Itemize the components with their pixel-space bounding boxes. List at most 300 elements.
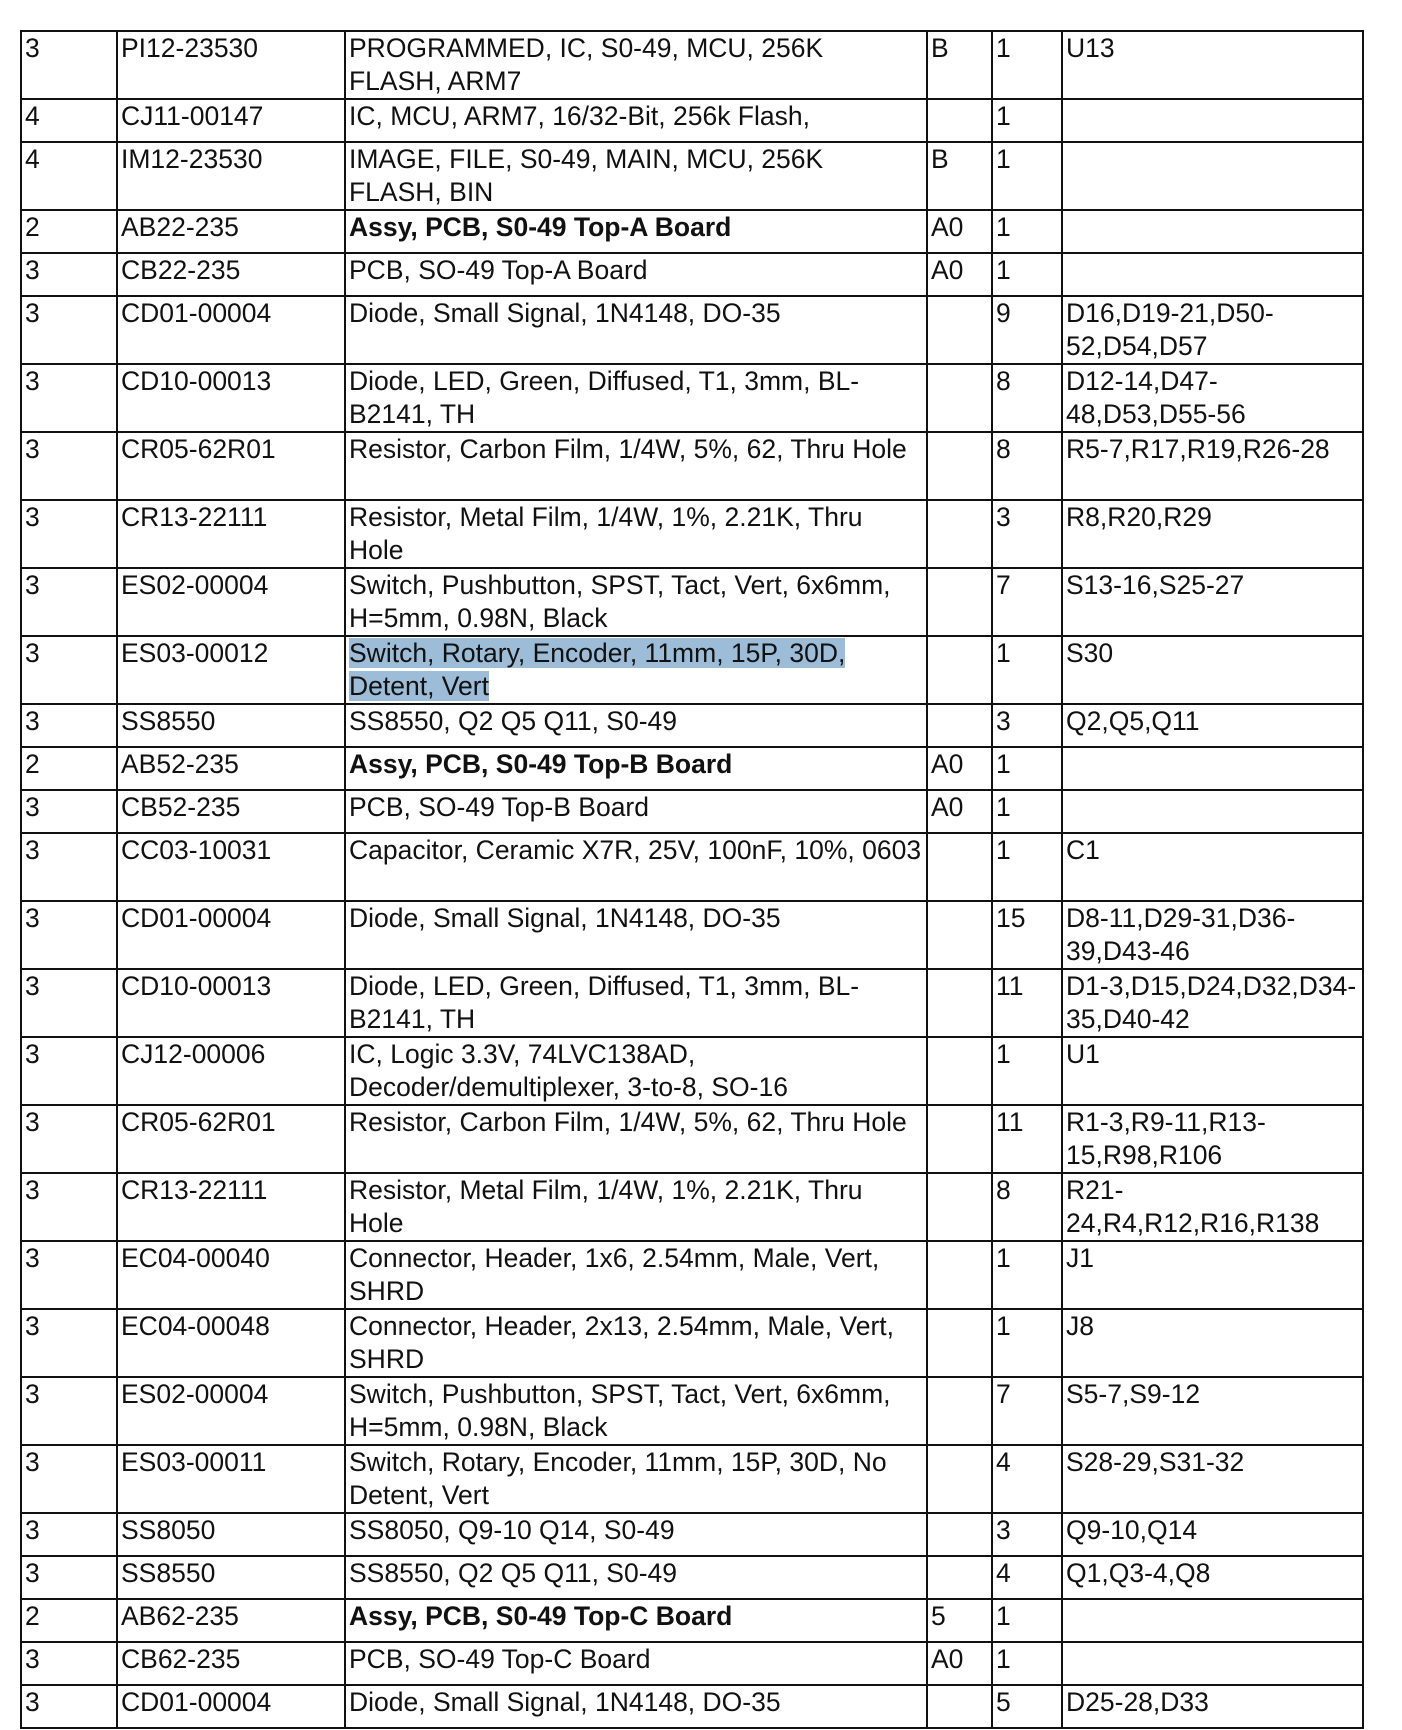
quantity-cell	[992, 833, 1062, 901]
reference-designator-cell	[1062, 1241, 1363, 1309]
level-cell	[21, 1513, 117, 1556]
revision-cell	[927, 1377, 992, 1445]
level-cell	[21, 1105, 117, 1173]
revision-cell	[927, 1685, 992, 1728]
description-cell	[345, 31, 927, 99]
part-number-text: SS8550	[121, 1558, 216, 1588]
part-number-text: CR13-22111	[121, 502, 268, 532]
part-number-text: CD01-00004	[121, 903, 272, 933]
description-cell	[345, 790, 927, 833]
revision-cell	[927, 747, 992, 790]
quantity-text: 1	[996, 1601, 1011, 1631]
quantity-text: 1	[996, 212, 1011, 242]
part-number-text: SS8550	[121, 706, 216, 736]
level-text: 3	[25, 33, 40, 63]
level-text: 3	[25, 638, 40, 668]
quantity-cell	[992, 1513, 1062, 1556]
revision-cell	[927, 253, 992, 296]
reference-designator-text: U1	[1066, 1039, 1100, 1069]
part-number-cell	[117, 1599, 345, 1642]
revision-cell	[927, 901, 992, 969]
quantity-text: 1	[996, 1039, 1011, 1069]
part-number-cell	[117, 210, 345, 253]
description-text: Resistor, Metal Film, 1/4W, 1%, 2.21K, Thru Hole	[349, 1175, 863, 1238]
description-text: PROGRAMMED, IC, S0-49, MCU, 256K FLASH, ARM7	[349, 33, 824, 96]
table-row	[21, 142, 1363, 210]
part-number-cell	[117, 142, 345, 210]
reference-designator-text: Q2,Q5,Q11	[1066, 706, 1200, 736]
level-text: 3	[25, 570, 40, 600]
level-cell	[21, 1556, 117, 1599]
level-text: 3	[25, 1447, 40, 1477]
part-number-text: CB62-235	[121, 1644, 241, 1674]
description-cell	[345, 1037, 927, 1105]
description-text: SS8050, Q9-10 Q14, S0-49	[349, 1515, 675, 1545]
level-cell	[21, 142, 117, 210]
reference-designator-cell	[1062, 210, 1363, 253]
table-row	[21, 1599, 1363, 1642]
level-text: 3	[25, 1379, 40, 1409]
quantity-cell	[992, 1173, 1062, 1241]
table-row	[21, 790, 1363, 833]
description-cell	[345, 969, 927, 1037]
quantity-text: 8	[996, 366, 1011, 396]
table-row	[21, 1377, 1363, 1445]
part-number-cell	[117, 901, 345, 969]
part-number-text: CR05-62R01	[121, 1107, 276, 1137]
quantity-text: 15	[996, 903, 1026, 933]
part-number-text: CD10-00013	[121, 971, 272, 1001]
description-text: Switch, Rotary, Encoder, 11mm, 15P, 30D, No Detent, Vert	[349, 1447, 887, 1510]
level-cell	[21, 31, 117, 99]
description-cell	[345, 901, 927, 969]
reference-designator-cell	[1062, 1556, 1363, 1599]
description-cell	[345, 747, 927, 790]
part-number-cell	[117, 1173, 345, 1241]
table-row	[21, 636, 1363, 704]
revision-cell	[927, 833, 992, 901]
quantity-text: 3	[996, 1515, 1011, 1545]
revision-cell	[927, 210, 992, 253]
level-text: 3	[25, 1644, 40, 1674]
description-text: PCB, SO-49 Top-C Board	[349, 1644, 651, 1674]
level-text: 3	[25, 502, 40, 532]
revision-text: 5	[931, 1601, 946, 1631]
reference-designator-cell	[1062, 1685, 1363, 1728]
part-number-cell	[117, 636, 345, 704]
revision-cell	[927, 432, 992, 500]
quantity-text: 1	[996, 255, 1011, 285]
part-number-text: CC03-10031	[121, 835, 272, 865]
level-text: 3	[25, 1175, 40, 1205]
revision-cell	[927, 969, 992, 1037]
revision-cell	[927, 1642, 992, 1685]
revision-cell	[927, 790, 992, 833]
quantity-text: 8	[996, 434, 1011, 464]
revision-cell	[927, 296, 992, 364]
quantity-text: 1	[996, 33, 1011, 63]
level-text: 3	[25, 792, 40, 822]
level-cell	[21, 747, 117, 790]
quantity-cell	[992, 1599, 1062, 1642]
level-cell	[21, 296, 117, 364]
level-cell	[21, 636, 117, 704]
reference-designator-text: C1	[1066, 835, 1100, 865]
reference-designator-cell	[1062, 704, 1363, 747]
quantity-text: 7	[996, 1379, 1011, 1409]
part-number-cell	[117, 1037, 345, 1105]
part-number-cell	[117, 296, 345, 364]
description-cell	[345, 1377, 927, 1445]
quantity-cell	[992, 969, 1062, 1037]
level-cell	[21, 99, 117, 142]
table-row	[21, 253, 1363, 296]
description-cell	[345, 99, 927, 142]
level-text: 3	[25, 1558, 40, 1588]
description-cell	[345, 142, 927, 210]
reference-designator-text: S30	[1066, 638, 1114, 668]
quantity-cell	[992, 296, 1062, 364]
part-number-cell	[117, 99, 345, 142]
description-text: Connector, Header, 1x6, 2.54mm, Male, Vert, SHRD	[349, 1243, 880, 1306]
revision-cell	[927, 1599, 992, 1642]
part-number-cell	[117, 568, 345, 636]
quantity-text: 3	[996, 706, 1011, 736]
part-number-text: CD01-00004	[121, 298, 272, 328]
quantity-text: 1	[996, 835, 1011, 865]
level-text: 3	[25, 835, 40, 865]
quantity-text: 4	[996, 1558, 1011, 1588]
reference-designator-cell	[1062, 500, 1363, 568]
quantity-cell	[992, 432, 1062, 500]
description-cell	[345, 1309, 927, 1377]
description-text: Diode, Small Signal, 1N4148, DO-35	[349, 298, 781, 328]
reference-designator-cell	[1062, 636, 1363, 704]
quantity-text: 1	[996, 749, 1011, 779]
reference-designator-cell	[1062, 790, 1363, 833]
quantity-cell	[992, 636, 1062, 704]
part-number-cell	[117, 1377, 345, 1445]
table-row	[21, 31, 1363, 99]
level-cell	[21, 1241, 117, 1309]
quantity-text: 11	[996, 971, 1024, 1001]
revision-text: A0	[931, 749, 964, 779]
level-cell	[21, 568, 117, 636]
reference-designator-text: D16,D19-21,D50-52,D54,D57	[1066, 298, 1274, 361]
description-cell	[345, 1556, 927, 1599]
reference-designator-cell	[1062, 1513, 1363, 1556]
description-cell	[345, 500, 927, 568]
description-cell	[345, 432, 927, 500]
description-text: Diode, Small Signal, 1N4148, DO-35	[349, 903, 781, 933]
description-cell	[345, 833, 927, 901]
revision-text: B	[931, 144, 949, 174]
reference-designator-cell	[1062, 1173, 1363, 1241]
table-row	[21, 1513, 1363, 1556]
quantity-cell	[992, 31, 1062, 99]
level-text: 3	[25, 1515, 40, 1545]
reference-designator-text: R8,R20,R29	[1066, 502, 1212, 532]
description-text: IC, Logic 3.3V, 74LVC138AD, Decoder/demultiplexer, 3-to-8, SO-16	[349, 1039, 788, 1102]
reference-designator-text: S28-29,S31-32	[1066, 1447, 1245, 1477]
description-text: IMAGE, FILE, S0-49, MAIN, MCU, 256K FLASH, BIN	[349, 144, 824, 207]
table-row	[21, 1642, 1363, 1685]
level-text: 2	[25, 212, 40, 242]
quantity-cell	[992, 1556, 1062, 1599]
description-text: PCB, SO-49 Top-A Board	[349, 255, 648, 285]
level-cell	[21, 253, 117, 296]
reference-designator-text: J1	[1066, 1243, 1094, 1273]
description-cell	[345, 1513, 927, 1556]
bom-table-body	[21, 31, 1363, 1728]
table-row	[21, 1105, 1363, 1173]
table-row	[21, 99, 1363, 142]
part-number-text: CD10-00013	[121, 366, 272, 396]
quantity-text: 1	[996, 1311, 1011, 1341]
quantity-cell	[992, 901, 1062, 969]
reference-designator-text: S13-16,S25-27	[1066, 570, 1245, 600]
description-text: PCB, SO-49 Top-B Board	[349, 792, 649, 822]
level-text: 3	[25, 903, 40, 933]
table-row	[21, 1685, 1363, 1728]
revision-cell	[927, 1513, 992, 1556]
description-cell	[345, 253, 927, 296]
part-number-text: CJ12-00006	[121, 1039, 266, 1069]
level-text: 3	[25, 298, 40, 328]
level-text: 3	[25, 971, 40, 1001]
table-row	[21, 568, 1363, 636]
part-number-cell	[117, 1105, 345, 1173]
description-cell	[345, 296, 927, 364]
revision-text: B	[931, 33, 949, 63]
quantity-text: 1	[996, 101, 1011, 131]
level-cell	[21, 432, 117, 500]
quantity-cell	[992, 500, 1062, 568]
level-cell	[21, 901, 117, 969]
reference-designator-text: R5-7,R17,R19,R26-28	[1066, 434, 1330, 464]
part-number-text: CR13-22111	[121, 1175, 268, 1205]
level-text: 3	[25, 1687, 40, 1717]
reference-designator-text: R21-24,R4,R12,R16,R138	[1066, 1175, 1320, 1238]
revision-text: A0	[931, 792, 964, 822]
reference-designator-cell	[1062, 1642, 1363, 1685]
part-number-text: EC04-00048	[121, 1311, 270, 1341]
description-cell	[345, 1685, 927, 1728]
revision-text: A0	[931, 1644, 964, 1674]
reference-designator-text: J8	[1066, 1311, 1094, 1341]
quantity-text: 11	[996, 1107, 1024, 1137]
quantity-text: 1	[996, 144, 1011, 174]
reference-designator-cell	[1062, 1037, 1363, 1105]
level-text: 4	[25, 101, 40, 131]
part-number-cell	[117, 1309, 345, 1377]
revision-cell	[927, 1037, 992, 1105]
revision-cell	[927, 142, 992, 210]
level-text: 3	[25, 434, 40, 464]
reference-designator-text: S5-7,S9-12	[1066, 1379, 1201, 1409]
quantity-text: 1	[996, 1644, 1011, 1674]
table-row	[21, 833, 1363, 901]
quantity-text: 3	[996, 502, 1011, 532]
description-cell	[345, 636, 927, 704]
description-text: Diode, LED, Green, Diffused, T1, 3mm, BL-B2141, TH	[349, 971, 860, 1034]
description-text: Connector, Header, 2x13, 2.54mm, Male, Vert, SHRD	[349, 1311, 895, 1374]
quantity-cell	[992, 99, 1062, 142]
part-number-cell	[117, 500, 345, 568]
table-row	[21, 500, 1363, 568]
quantity-cell	[992, 142, 1062, 210]
part-number-cell	[117, 1556, 345, 1599]
reference-designator-cell	[1062, 1377, 1363, 1445]
description-text: Resistor, Metal Film, 1/4W, 1%, 2.21K, Thru Hole	[349, 502, 863, 565]
quantity-text: 7	[996, 570, 1011, 600]
revision-cell	[927, 568, 992, 636]
description-text: Resistor, Carbon Film, 1/4W, 5%, 62, Thru Hole	[349, 434, 907, 464]
part-number-text: CR05-62R01	[121, 434, 276, 464]
quantity-cell	[992, 1241, 1062, 1309]
table-row	[21, 704, 1363, 747]
level-cell	[21, 1037, 117, 1105]
table-row	[21, 747, 1363, 790]
description-cell	[345, 1642, 927, 1685]
reference-designator-cell	[1062, 296, 1363, 364]
reference-designator-cell	[1062, 568, 1363, 636]
description-cell	[345, 1599, 927, 1642]
part-number-text: ES02-00004	[121, 570, 269, 600]
description-text: Assy, PCB, S0-49 Top-B Board	[349, 749, 733, 779]
table-row	[21, 901, 1363, 969]
reference-designator-cell	[1062, 1445, 1363, 1513]
part-number-cell	[117, 31, 345, 99]
table-row	[21, 296, 1363, 364]
table-row	[21, 1556, 1363, 1599]
revision-text: A0	[931, 255, 964, 285]
quantity-cell	[992, 1309, 1062, 1377]
revision-cell	[927, 1173, 992, 1241]
reference-designator-cell	[1062, 364, 1363, 432]
reference-designator-cell	[1062, 432, 1363, 500]
level-text: 3	[25, 366, 40, 396]
description-cell	[345, 1241, 927, 1309]
reference-designator-cell	[1062, 833, 1363, 901]
part-number-text: ES03-00012	[121, 638, 269, 668]
level-cell	[21, 1599, 117, 1642]
description-cell	[345, 704, 927, 747]
table-row	[21, 1309, 1363, 1377]
part-number-text: AB52-235	[121, 749, 239, 779]
part-number-text: SS8050	[121, 1515, 216, 1545]
description-text: Resistor, Carbon Film, 1/4W, 5%, 62, Thru Hole	[349, 1107, 907, 1137]
revision-cell	[927, 636, 992, 704]
description-text: Switch, Pushbutton, SPST, Tact, Vert, 6x6mm, H=5mm, 0.98N, Black	[349, 1379, 891, 1442]
quantity-cell	[992, 1445, 1062, 1513]
description-text: SS8550, Q2 Q5 Q11, S0-49	[349, 706, 678, 736]
part-number-cell	[117, 1445, 345, 1513]
reference-designator-cell	[1062, 969, 1363, 1037]
reference-designator-text: D12-14,D47-48,D53,D55-56	[1066, 366, 1246, 429]
description-text: Switch, Pushbutton, SPST, Tact, Vert, 6x6mm, H=5mm, 0.98N, Black	[349, 570, 891, 633]
table-row	[21, 1173, 1363, 1241]
part-number-cell	[117, 1513, 345, 1556]
description-text: IC, MCU, ARM7, 16/32-Bit, 256k Flash,	[349, 101, 810, 131]
revision-cell	[927, 31, 992, 99]
part-number-cell	[117, 969, 345, 1037]
part-number-cell	[117, 833, 345, 901]
reference-designator-cell	[1062, 1309, 1363, 1377]
level-cell	[21, 1642, 117, 1685]
table-row	[21, 1037, 1363, 1105]
quantity-text: 5	[996, 1687, 1011, 1717]
level-text: 4	[25, 144, 40, 174]
table-row	[21, 1445, 1363, 1513]
table-row	[21, 432, 1363, 500]
quantity-cell	[992, 568, 1062, 636]
part-number-cell	[117, 704, 345, 747]
quantity-cell	[992, 704, 1062, 747]
reference-designator-cell	[1062, 901, 1363, 969]
quantity-cell	[992, 1037, 1062, 1105]
description-text: SS8550, Q2 Q5 Q11, S0-49	[349, 1558, 678, 1588]
quantity-text: 1	[996, 792, 1011, 822]
description-cell	[345, 568, 927, 636]
reference-designator-text: D25-28,D33	[1066, 1687, 1209, 1717]
part-number-cell	[117, 1685, 345, 1728]
description-cell	[345, 1445, 927, 1513]
quantity-text: 4	[996, 1447, 1011, 1477]
description-text: Capacitor, Ceramic X7R, 25V, 100nF, 10%, 0603	[349, 835, 922, 865]
level-text: 3	[25, 1039, 40, 1069]
part-number-text: CB52-235	[121, 792, 241, 822]
quantity-text: 1	[996, 1243, 1011, 1273]
reference-designator-cell	[1062, 747, 1363, 790]
quantity-text: 1	[996, 638, 1011, 668]
revision-cell	[927, 1241, 992, 1309]
part-number-text: CD01-00004	[121, 1687, 272, 1717]
level-text: 3	[25, 706, 40, 736]
level-cell	[21, 1445, 117, 1513]
level-cell	[21, 833, 117, 901]
revision-text: A0	[931, 212, 964, 242]
level-text: 3	[25, 255, 40, 285]
description-cell	[345, 1173, 927, 1241]
revision-cell	[927, 1105, 992, 1173]
revision-cell	[927, 364, 992, 432]
description-cell	[345, 1105, 927, 1173]
description-text: Assy, PCB, S0-49 Top-C Board	[349, 1601, 733, 1631]
quantity-cell	[992, 1105, 1062, 1173]
revision-cell	[927, 704, 992, 747]
level-text: 3	[25, 1243, 40, 1273]
revision-cell	[927, 500, 992, 568]
level-text: 2	[25, 749, 40, 779]
description-cell	[345, 364, 927, 432]
quantity-cell	[992, 1685, 1062, 1728]
description-text: Assy, PCB, S0-49 Top-A Board	[349, 212, 732, 242]
quantity-cell	[992, 790, 1062, 833]
reference-designator-text: Q9-10,Q14	[1066, 1515, 1198, 1545]
reference-designator-text: Q1,Q3-4,Q8	[1066, 1558, 1211, 1588]
quantity-cell	[992, 253, 1062, 296]
part-number-cell	[117, 747, 345, 790]
part-number-cell	[117, 432, 345, 500]
level-cell	[21, 500, 117, 568]
part-number-cell	[117, 1642, 345, 1685]
reference-designator-cell	[1062, 142, 1363, 210]
bom-table	[20, 30, 1364, 1729]
part-number-text: EC04-00040	[121, 1243, 270, 1273]
table-row	[21, 210, 1363, 253]
quantity-cell	[992, 1377, 1062, 1445]
